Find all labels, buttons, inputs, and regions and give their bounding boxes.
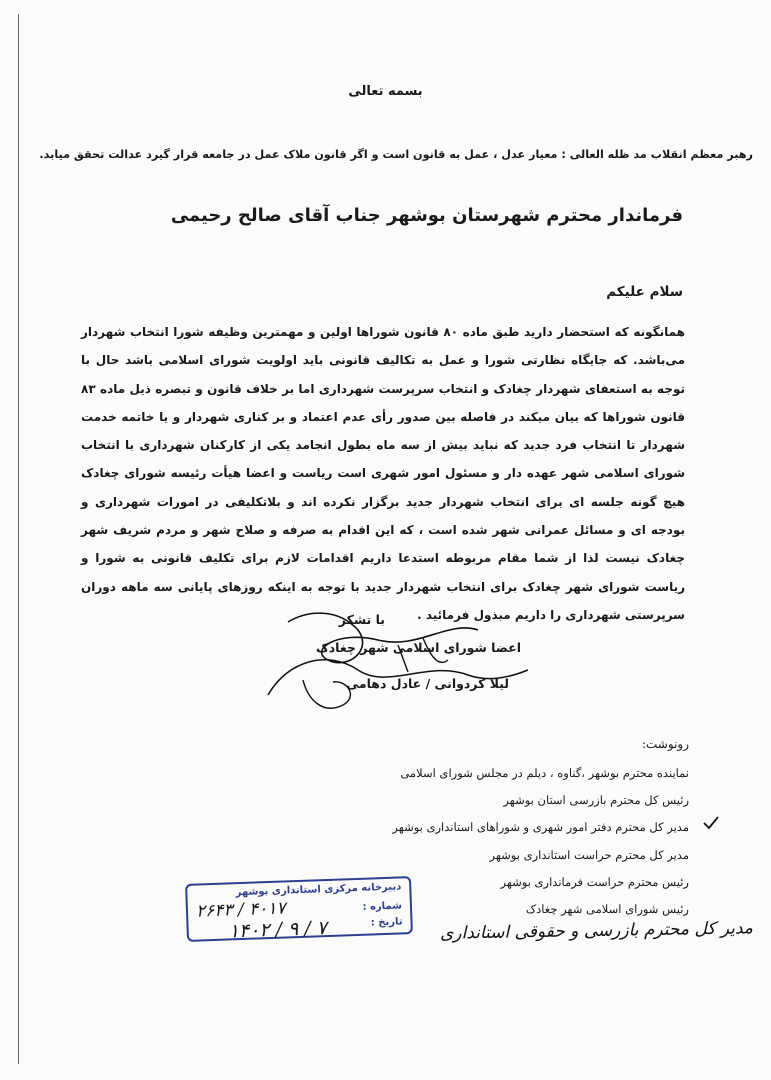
stamp-organization: دبیرخانه مرکزی استانداری بوشهر xyxy=(235,881,402,899)
cc-item: رئیس محترم حراست فرمانداری بوشهر xyxy=(500,874,689,889)
stamp-date-value: ۱۴۰۲ / ۹ / ۷ xyxy=(228,917,328,943)
cc-list xyxy=(392,760,689,923)
handwritten-signature xyxy=(248,600,538,720)
letter-body xyxy=(81,318,685,629)
checkmark-icon xyxy=(702,815,720,831)
leader-quote: رهبر معظم انقلاب مد ظله العالی : معیار عدل ، عمل به قانون است و اگر قانون ملاک عمل در جامعه قرار گیرد عدالت تحقق میابد. xyxy=(39,148,753,161)
handwritten-referral-note: مدیر کل محترم بازرسی و حقوقی استانداری xyxy=(439,918,754,944)
cc-item: رئیس شورای اسلامی شهر چغادک xyxy=(525,901,689,916)
addressee-line: فرماندار محترم شهرستان بوشهر جناب آقای صالح رحیمی xyxy=(170,205,683,226)
stamp-number-label: شماره : xyxy=(362,900,403,913)
greeting: سلام علیکم xyxy=(606,284,683,300)
signatory-names: لیلا کردوانی / عادل دهامی xyxy=(346,676,509,691)
stamp-number-value: ۲۶۴۳ / ۴۰۱۷ xyxy=(195,898,286,922)
signatory-council: اعضا شورای اسلامی شهر چغادک xyxy=(315,640,521,655)
stamp-date-label: تاریخ : xyxy=(370,916,403,929)
thanks-line: با تشکر xyxy=(338,612,385,627)
page-border-line xyxy=(18,14,19,1064)
cc-item: مدیر کل محترم حراست استانداری بوشهر xyxy=(489,847,689,862)
cc-item: مدیر کل محترم دفتر امور شهری و شوراهای استانداری بوشهر xyxy=(392,820,689,835)
cc-title: رونوشت: xyxy=(641,737,689,751)
cc-item: نماینده محترم بوشهر ،گناوه ، دیلم در مجلس شورای اسلامی xyxy=(400,766,689,780)
cc-item: رئیس کل محترم بازرسی استان بوشهر xyxy=(503,793,689,808)
secretariat-stamp xyxy=(185,876,413,942)
bismillah-heading: بسمه تعالی xyxy=(348,84,423,99)
letter-body-paragraph: همانگونه که استحضار دارید طبق ماده ۸۰ قانون شوراها اولین و مهمترین وظیفه شورا انتخاب شهردار می‌باشد. که جایگاه نظارتی شورا و عمل به تکالیف قانونی باید اولویت شورای اسلامی باشد حال با توجه به استعفای شهردار چغادک و انتخاب سرپرست شهرداری اما بر خلاف قانون و تبصره ذیل ماده ۸۳ قانون شوراها که بیان میکند در فاصله بین صدور رأی عدم اعتماد و بر کناری شهردار و یا خاتمه خدمت شهردار تا انتخاب فرد جدید که نباید بیش از سه ماه بطول انجامد یکی از کارکنان شهرداری با انتخاب شورای اسلامی شهر عهده دار و مسئول امور شهری است ریاست و اعضا هیأت رئیسه شورای چغادک هیچ گونه جلسه ای برای انتخاب شهردار جدید برگزار نکرده اند و بلاتکلیفی در امورات شهرداری و بودجه ای و مسائل عمرانی شهر شده است ، که این اقدام به صرفه و صلاح شهر و مردم شریف شهر چغادک نیست لذا از شما مقام مربوطه استدعا داریم اقدامات لازم برای تکلیف قانونی به شورا و ریاست شورای شهر چغادک برای انتخاب شهردار جدید با توجه به اینکه روزهای پایانی سه ماهه دوران سرپرستی شهرداری را داریم مبذول فرمائید . xyxy=(81,325,685,622)
